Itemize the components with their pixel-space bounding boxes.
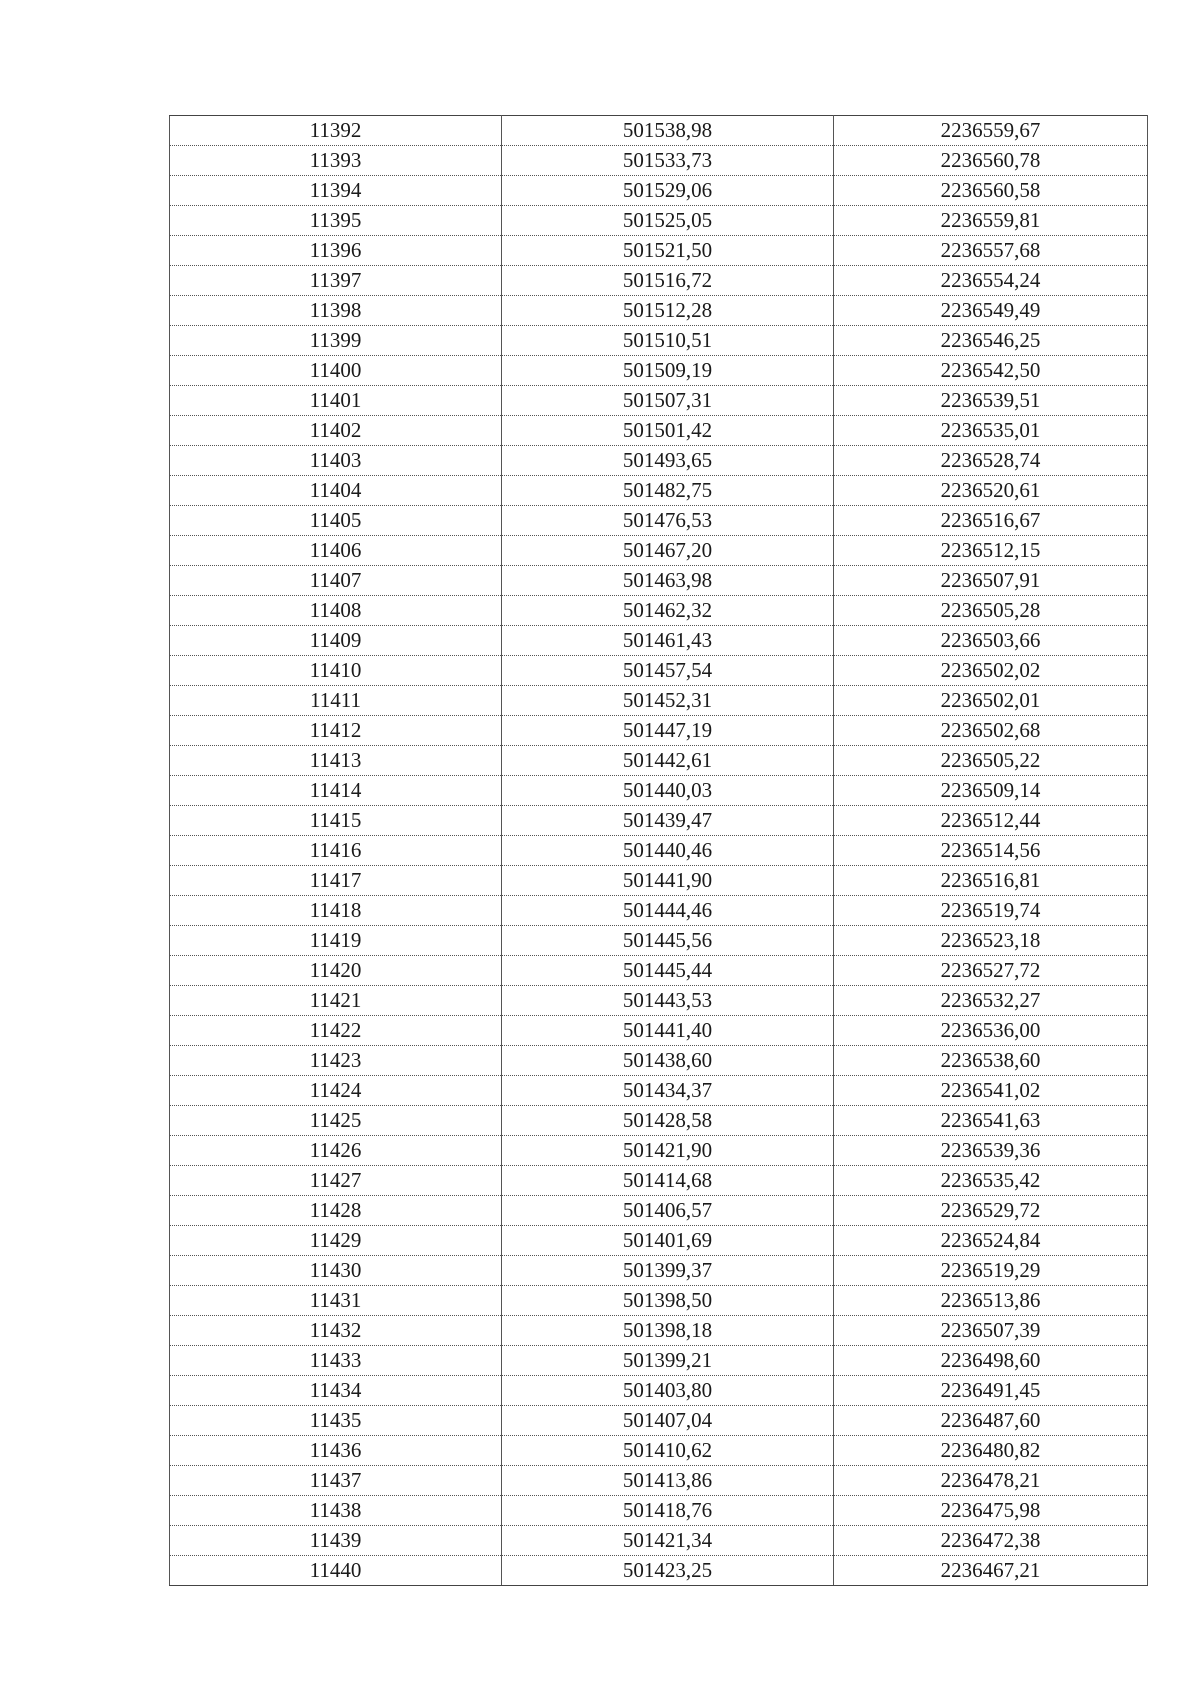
y-coordinate-cell: 2236535,01 [834,416,1148,446]
point-number-cell: 11429 [170,1226,502,1256]
y-coordinate-cell: 2236560,78 [834,146,1148,176]
x-coordinate-cell: 501512,28 [502,296,834,326]
y-coordinate-cell: 2236549,49 [834,296,1148,326]
point-number-cell: 11399 [170,326,502,356]
point-number-cell: 11438 [170,1496,502,1526]
table-row [170,656,1148,686]
y-coordinate-cell: 2236514,56 [834,836,1148,866]
point-number-cell: 11416 [170,836,502,866]
y-coordinate-cell: 2236509,14 [834,776,1148,806]
y-coordinate-cell: 2236467,21 [834,1556,1148,1586]
table-row [170,1346,1148,1376]
x-coordinate-cell: 501440,46 [502,836,834,866]
x-coordinate-cell: 501516,72 [502,266,834,296]
x-coordinate-cell: 501467,20 [502,536,834,566]
y-coordinate-cell: 2236512,44 [834,806,1148,836]
y-coordinate-cell: 2236480,82 [834,1436,1148,1466]
x-coordinate-cell: 501403,80 [502,1376,834,1406]
y-coordinate-cell: 2236502,01 [834,686,1148,716]
y-coordinate-cell: 2236538,60 [834,1046,1148,1076]
y-coordinate-cell: 2236498,60 [834,1346,1148,1376]
point-number-cell: 11433 [170,1346,502,1376]
table-row [170,1496,1148,1526]
y-coordinate-cell: 2236503,66 [834,626,1148,656]
y-coordinate-cell: 2236560,58 [834,176,1148,206]
y-coordinate-cell: 2236505,28 [834,596,1148,626]
y-coordinate-cell: 2236536,00 [834,1016,1148,1046]
table-row [170,236,1148,266]
point-number-cell: 11396 [170,236,502,266]
x-coordinate-cell: 501445,56 [502,926,834,956]
x-coordinate-cell: 501418,76 [502,1496,834,1526]
x-coordinate-cell: 501401,69 [502,1226,834,1256]
coordinates-table-body [170,116,1148,1586]
x-coordinate-cell: 501476,53 [502,506,834,536]
table-row [170,1076,1148,1106]
y-coordinate-cell: 2236502,68 [834,716,1148,746]
x-coordinate-cell: 501441,90 [502,866,834,896]
y-coordinate-cell: 2236541,02 [834,1076,1148,1106]
point-number-cell: 11424 [170,1076,502,1106]
y-coordinate-cell: 2236502,02 [834,656,1148,686]
table-row [170,1556,1148,1586]
table-row [170,686,1148,716]
point-number-cell: 11413 [170,746,502,776]
y-coordinate-cell: 2236516,67 [834,506,1148,536]
table-row [170,1046,1148,1076]
x-coordinate-cell: 501442,61 [502,746,834,776]
y-coordinate-cell: 2236541,63 [834,1106,1148,1136]
y-coordinate-cell: 2236559,81 [834,206,1148,236]
table-row [170,1406,1148,1436]
point-number-cell: 11430 [170,1256,502,1286]
y-coordinate-cell: 2236478,21 [834,1466,1148,1496]
table-row [170,836,1148,866]
y-coordinate-cell: 2236532,27 [834,986,1148,1016]
table-row [170,116,1148,146]
point-number-cell: 11401 [170,386,502,416]
y-coordinate-cell: 2236519,29 [834,1256,1148,1286]
x-coordinate-cell: 501399,21 [502,1346,834,1376]
x-coordinate-cell: 501406,57 [502,1196,834,1226]
x-coordinate-cell: 501439,47 [502,806,834,836]
x-coordinate-cell: 501529,06 [502,176,834,206]
table-row [170,1526,1148,1556]
y-coordinate-cell: 2236539,36 [834,1136,1148,1166]
table-row [170,1136,1148,1166]
y-coordinate-cell: 2236559,67 [834,116,1148,146]
table-row [170,446,1148,476]
point-number-cell: 11435 [170,1406,502,1436]
y-coordinate-cell: 2236542,50 [834,356,1148,386]
x-coordinate-cell: 501398,18 [502,1316,834,1346]
point-number-cell: 11414 [170,776,502,806]
x-coordinate-cell: 501407,04 [502,1406,834,1436]
y-coordinate-cell: 2236523,18 [834,926,1148,956]
table-row [170,956,1148,986]
y-coordinate-cell: 2236554,24 [834,266,1148,296]
point-number-cell: 11423 [170,1046,502,1076]
x-coordinate-cell: 501463,98 [502,566,834,596]
table-row [170,1466,1148,1496]
table-row [170,326,1148,356]
point-number-cell: 11428 [170,1196,502,1226]
table-row [170,1286,1148,1316]
y-coordinate-cell: 2236487,60 [834,1406,1148,1436]
table-row [170,776,1148,806]
table-row [170,716,1148,746]
point-number-cell: 11434 [170,1376,502,1406]
point-number-cell: 11419 [170,926,502,956]
table-row [170,806,1148,836]
point-number-cell: 11415 [170,806,502,836]
x-coordinate-cell: 501423,25 [502,1556,834,1586]
y-coordinate-cell: 2236507,91 [834,566,1148,596]
point-number-cell: 11431 [170,1286,502,1316]
table-row [170,1166,1148,1196]
table-row [170,296,1148,326]
y-coordinate-cell: 2236491,45 [834,1376,1148,1406]
table-row [170,1316,1148,1346]
y-coordinate-cell: 2236527,72 [834,956,1148,986]
point-number-cell: 11397 [170,266,502,296]
table-row [170,506,1148,536]
point-number-cell: 11393 [170,146,502,176]
y-coordinate-cell: 2236516,81 [834,866,1148,896]
x-coordinate-cell: 501428,58 [502,1106,834,1136]
table-row [170,746,1148,776]
point-number-cell: 11422 [170,1016,502,1046]
x-coordinate-cell: 501445,44 [502,956,834,986]
point-number-cell: 11392 [170,116,502,146]
x-coordinate-cell: 501398,50 [502,1286,834,1316]
point-number-cell: 11407 [170,566,502,596]
y-coordinate-cell: 2236513,86 [834,1286,1148,1316]
y-coordinate-cell: 2236557,68 [834,236,1148,266]
point-number-cell: 11400 [170,356,502,386]
table-row [170,926,1148,956]
point-number-cell: 11410 [170,656,502,686]
point-number-cell: 11408 [170,596,502,626]
point-number-cell: 11417 [170,866,502,896]
point-number-cell: 11398 [170,296,502,326]
table-row [170,536,1148,566]
point-number-cell: 11418 [170,896,502,926]
table-row [170,476,1148,506]
point-number-cell: 11409 [170,626,502,656]
y-coordinate-cell: 2236524,84 [834,1226,1148,1256]
point-number-cell: 11411 [170,686,502,716]
x-coordinate-cell: 501510,51 [502,326,834,356]
point-number-cell: 11403 [170,446,502,476]
x-coordinate-cell: 501413,86 [502,1466,834,1496]
x-coordinate-cell: 501447,19 [502,716,834,746]
x-coordinate-cell: 501441,40 [502,1016,834,1046]
y-coordinate-cell: 2236505,22 [834,746,1148,776]
table-row [170,1376,1148,1406]
point-number-cell: 11426 [170,1136,502,1166]
coordinates-table [169,115,1148,1586]
x-coordinate-cell: 501399,37 [502,1256,834,1286]
point-number-cell: 11439 [170,1526,502,1556]
point-number-cell: 11421 [170,986,502,1016]
table-row [170,866,1148,896]
y-coordinate-cell: 2236472,38 [834,1526,1148,1556]
table-row [170,1106,1148,1136]
table-row [170,266,1148,296]
table-row [170,356,1148,386]
table-row [170,176,1148,206]
table-row [170,986,1148,1016]
x-coordinate-cell: 501538,98 [502,116,834,146]
x-coordinate-cell: 501507,31 [502,386,834,416]
y-coordinate-cell: 2236539,51 [834,386,1148,416]
point-number-cell: 11402 [170,416,502,446]
point-number-cell: 11436 [170,1436,502,1466]
y-coordinate-cell: 2236528,74 [834,446,1148,476]
table-row [170,1016,1148,1046]
table-row [170,146,1148,176]
table-row [170,626,1148,656]
y-coordinate-cell: 2236535,42 [834,1166,1148,1196]
x-coordinate-cell: 501414,68 [502,1166,834,1196]
x-coordinate-cell: 501525,05 [502,206,834,236]
point-number-cell: 11437 [170,1466,502,1496]
y-coordinate-cell: 2236519,74 [834,896,1148,926]
y-coordinate-cell: 2236512,15 [834,536,1148,566]
x-coordinate-cell: 501443,53 [502,986,834,1016]
table-row [170,416,1148,446]
point-number-cell: 11395 [170,206,502,236]
point-number-cell: 11404 [170,476,502,506]
x-coordinate-cell: 501533,73 [502,146,834,176]
x-coordinate-cell: 501482,75 [502,476,834,506]
x-coordinate-cell: 501434,37 [502,1076,834,1106]
y-coordinate-cell: 2236546,25 [834,326,1148,356]
table-row [170,566,1148,596]
x-coordinate-cell: 501440,03 [502,776,834,806]
table-row [170,1436,1148,1466]
x-coordinate-cell: 501509,19 [502,356,834,386]
table-row [170,386,1148,416]
x-coordinate-cell: 501521,50 [502,236,834,266]
table-row [170,1226,1148,1256]
x-coordinate-cell: 501501,42 [502,416,834,446]
x-coordinate-cell: 501421,90 [502,1136,834,1166]
x-coordinate-cell: 501457,54 [502,656,834,686]
table-row [170,1196,1148,1226]
x-coordinate-cell: 501444,46 [502,896,834,926]
table-row [170,896,1148,926]
point-number-cell: 11406 [170,536,502,566]
point-number-cell: 11427 [170,1166,502,1196]
point-number-cell: 11420 [170,956,502,986]
x-coordinate-cell: 501421,34 [502,1526,834,1556]
x-coordinate-cell: 501493,65 [502,446,834,476]
point-number-cell: 11440 [170,1556,502,1586]
table-row [170,206,1148,236]
point-number-cell: 11394 [170,176,502,206]
x-coordinate-cell: 501452,31 [502,686,834,716]
point-number-cell: 11432 [170,1316,502,1346]
y-coordinate-cell: 2236529,72 [834,1196,1148,1226]
table-row [170,596,1148,626]
x-coordinate-cell: 501462,32 [502,596,834,626]
x-coordinate-cell: 501461,43 [502,626,834,656]
point-number-cell: 11412 [170,716,502,746]
table-row [170,1256,1148,1286]
y-coordinate-cell: 2236520,61 [834,476,1148,506]
y-coordinate-cell: 2236507,39 [834,1316,1148,1346]
x-coordinate-cell: 501410,62 [502,1436,834,1466]
point-number-cell: 11425 [170,1106,502,1136]
x-coordinate-cell: 501438,60 [502,1046,834,1076]
y-coordinate-cell: 2236475,98 [834,1496,1148,1526]
point-number-cell: 11405 [170,506,502,536]
